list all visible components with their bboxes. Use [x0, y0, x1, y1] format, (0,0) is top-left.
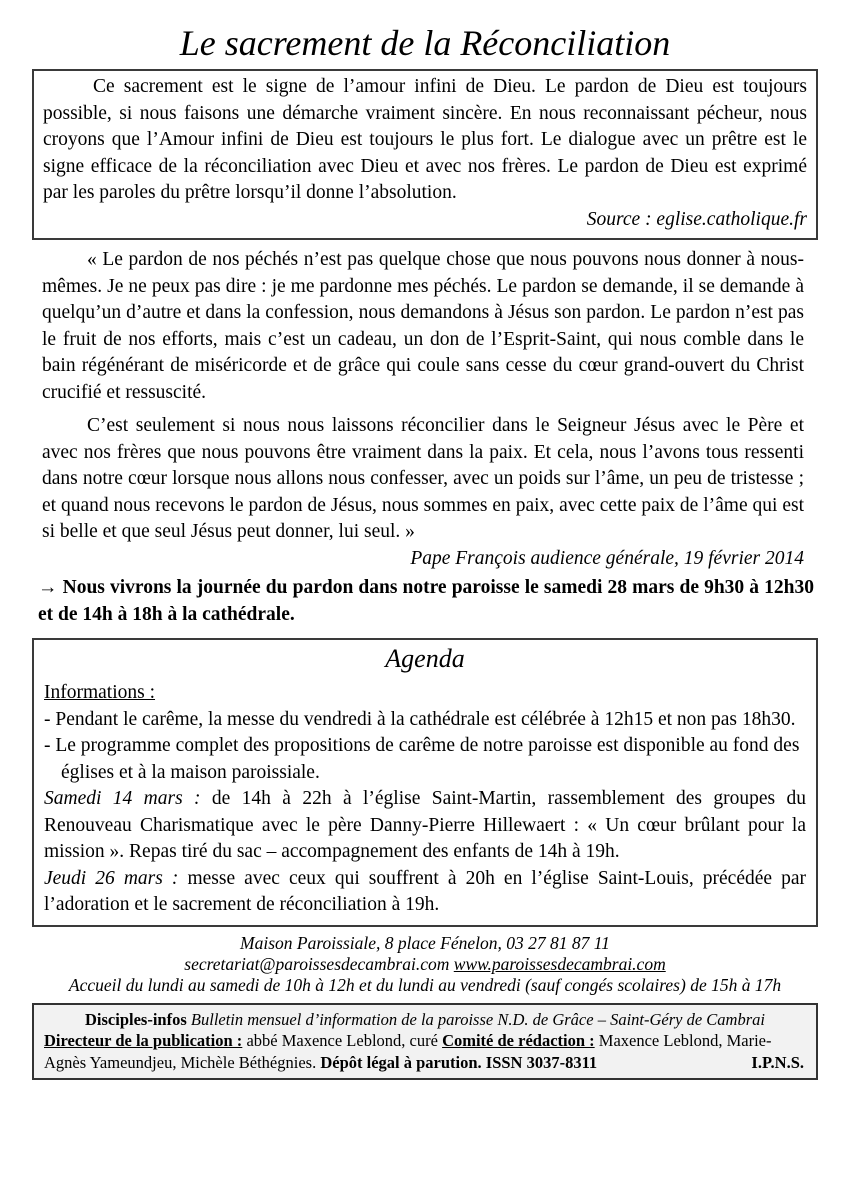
event-date: Jeudi 26 mars : [44, 867, 179, 889]
legal-notice: Dépôt légal à parution. ISSN 3037-8311 [320, 1052, 598, 1072]
agenda-box [32, 638, 818, 927]
agenda-informations-label: Informations : [44, 682, 156, 703]
quote-paragraph-2: C’est seulement si nous nous laissons réconcilier dans le Seigneur Jésus avec le Père et avec nos frères que nous pouvons être vraiment dans la paix. Et cela, nous l’avons tous ressenti dans notre cœur lorsque nous allons nous confesser, avec un poids sur l’âme, un peu de tristesse ; et quand nous recevons le pardon de Jésus, nous sommes en paix, avec cette paix de l’âme qui est si belle et que seul Jésus peut donner, lui seul. » [42, 415, 804, 542]
pardon-day-announcement: → Nous vivrons la journée du pardon dans notre paroisse le samedi 28 mars de 9h30 à 12h30 et de 14h à 18h à la cathédrale. [38, 577, 814, 625]
quote-paragraph-1: « Le pardon de nos péchés n’est pas quelque chose que nous pouvons nous donner à nous-mêmes. Je ne peux pas dire : je me pardonne mes péchés. Le pardon se demande, il se demande à quelqu’un d’autre et dans la confession, nous demandons à Jésus son pardon. Le pardon n’est pas le fruit de nos efforts, mais c’est un cadeau, un don de l’Esprit-Saint, qui nous comble dans le bain régénérant de miséricorde et de grâce qui coule sans cesse du cœur grand-ouvert du Christ crucifié et ressuscité. [42, 249, 804, 403]
intro-box [32, 69, 818, 240]
bulletin-title-line [44, 1009, 806, 1031]
agenda-event [44, 866, 806, 919]
event-text: messe avec ceux qui souffrent à 20h en l’église Saint-Louis, précédée par l’adoration et le sacrement de réconciliation à 19h. [44, 867, 806, 915]
bulletin-description: Bulletin mensuel d’information de la paroisse N.D. de Grâce – Saint-Géry de Cambrai [190, 1009, 765, 1029]
bulletin-name: Disciples-infos [85, 1009, 187, 1029]
contact-address: Maison Paroissiale, 8 place Fénelon, 03 27 81 87 11 [240, 932, 610, 953]
contact-line [32, 954, 818, 975]
committee-value: Maxence Leblond, Marie-Agnès Yameundjeu, Michèle Béthégnies. [44, 1031, 772, 1072]
footer-box [32, 1003, 818, 1081]
agenda-info-item: - Pendant le carême, la messe du vendredi à la cathédrale est célébrée à 12h15 et non pas 18h30. [44, 708, 796, 730]
pope-attribution: Pape François audience générale, 19 février 2014 [410, 547, 804, 569]
director-label: Directeur de la publication : [44, 1031, 243, 1050]
agenda-event [44, 786, 806, 866]
intro-paragraph: Ce sacrement est le signe de l’amour infini de Dieu. Le pardon de Dieu est toujours possible, si nous faisons une démarche vraiment sincère. En nous reconnaissant pécheur, nous croyons que l’Amour infini de Dieu est toujours le plus fort. Le dialogue avec un prêtre est le signe efficace de la réconciliation avec Dieu et avec nos frères. Le pardon de Dieu est exprimé par les paroles du prêtre lorsqu’il donne l’absolution. [43, 76, 807, 203]
contact-website-link[interactable]: www.paroissesdecambrai.com [453, 953, 666, 974]
quote-section [32, 247, 818, 572]
source-attribution: Source : eglise.catholique.fr [586, 208, 807, 230]
ipns-label: I.P.N.S. [751, 1052, 804, 1072]
event-text: de 14h à 22h à l’église Saint-Martin, rassemblement des groupes du Renouveau Charismatique avec le père Danny-Pierre Hillewaert : « Un cœur brûlant pour la mission ». Repas tiré du sac – accompagnement des enfants de 14h à 19h. [44, 788, 806, 862]
agenda-title: Agenda [385, 644, 465, 673]
director-value: abbé Maxence Leblond, curé [246, 1031, 438, 1050]
contact-block [32, 933, 818, 996]
page-title: Le sacrement de la Réconciliation [179, 23, 671, 63]
committee-label: Comité de rédaction : [442, 1031, 595, 1050]
contact-hours: Accueil du lundi au samedi de 10h à 12h et du lundi au vendredi (sauf congés scolaires) de 15h à 17h [68, 974, 782, 995]
event-date: Samedi 14 mars : [44, 788, 201, 809]
agenda-info-item: - Le programme complet des propositions de carême de notre paroisse est disponible au fond des églises et à la maison paroissiale. [44, 735, 800, 783]
publication-credits [44, 1030, 806, 1073]
contact-email: secretariat@paroissesdecambrai.com [184, 953, 450, 974]
